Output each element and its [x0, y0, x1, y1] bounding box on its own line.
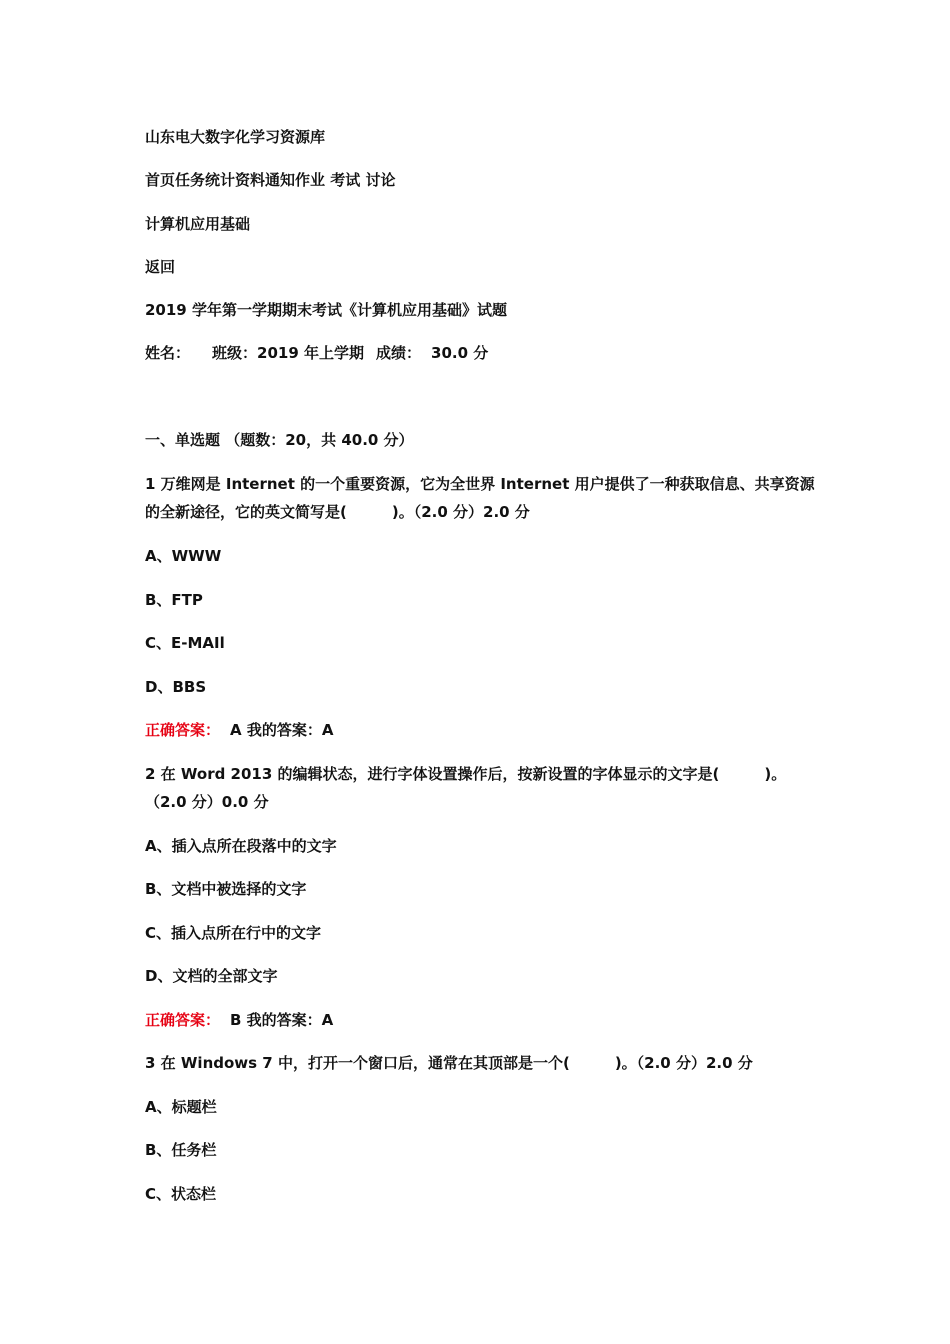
class-value: 2019 年上学期	[257, 344, 365, 362]
question-2-option-c: C、插入点所在行中的文字	[145, 924, 322, 942]
question-2-stem: 2 在 Word 2013 的编辑状态，进行字体设置操作后，按新设置的字体显示的文字是( )。（2.0 分）0.0 分	[145, 765, 787, 811]
class-label: 班级：	[212, 344, 258, 362]
section-title: 一、单选题 （题数：20，共 40.0 分）	[145, 431, 414, 449]
question-3-option-c: C、状态栏	[145, 1185, 217, 1203]
correct-answer-label: 正确答案：	[145, 721, 221, 739]
question-3-option-b: B、任务栏	[145, 1141, 217, 1159]
question-1-option-d: D、BBS	[145, 678, 207, 696]
question-2-option-b: B、文档中被选择的文字	[145, 880, 307, 898]
name-label: 姓名：	[145, 344, 191, 362]
exam-title: 2019 学年第一学期期末考试《计算机应用基础》试题	[145, 301, 507, 319]
correct-answer-label: 正确答案：	[145, 1011, 221, 1029]
score-label: 成绩：	[376, 344, 422, 362]
question-2-option-d: D、文档的全部文字	[145, 967, 278, 985]
question-3-stem: 3 在 Windows 7 中，打开一个窗口后，通常在其顶部是一个( )。（2.0 分）2.0 分	[145, 1054, 753, 1072]
answer-text: B 我的答案：A	[230, 1011, 334, 1029]
question-1-answer	[145, 720, 333, 740]
question-3-option-a: A、标题栏	[145, 1098, 217, 1116]
question-1-option-a: A、WWW	[145, 547, 222, 565]
course-title: 计算机应用基础	[145, 215, 251, 233]
score-value: 30.0 分	[431, 344, 489, 362]
question-1-option-c: C、E-MAIl	[145, 634, 225, 652]
back-link[interactable]: 返回	[145, 258, 176, 276]
answer-text: A 我的答案：A	[230, 721, 334, 739]
exam-info	[145, 343, 488, 363]
site-name: 山东电大数字化学习资源库	[145, 128, 326, 146]
question-2-option-a: A、插入点所在段落中的文字	[145, 837, 337, 855]
question-1-option-b: B、FTP	[145, 591, 203, 609]
nav-menu[interactable]: 首页任务统计资料通知作业 考试 讨论	[145, 171, 396, 189]
question-1-stem: 1 万维网是 Internet 的一个重要资源，它为全世界 Internet 用户提供了一种获取信息、共享资源的全新途径，它的英文简写是( )。（2.0 分）2.0 分	[145, 475, 815, 521]
question-2-answer	[145, 1010, 333, 1030]
